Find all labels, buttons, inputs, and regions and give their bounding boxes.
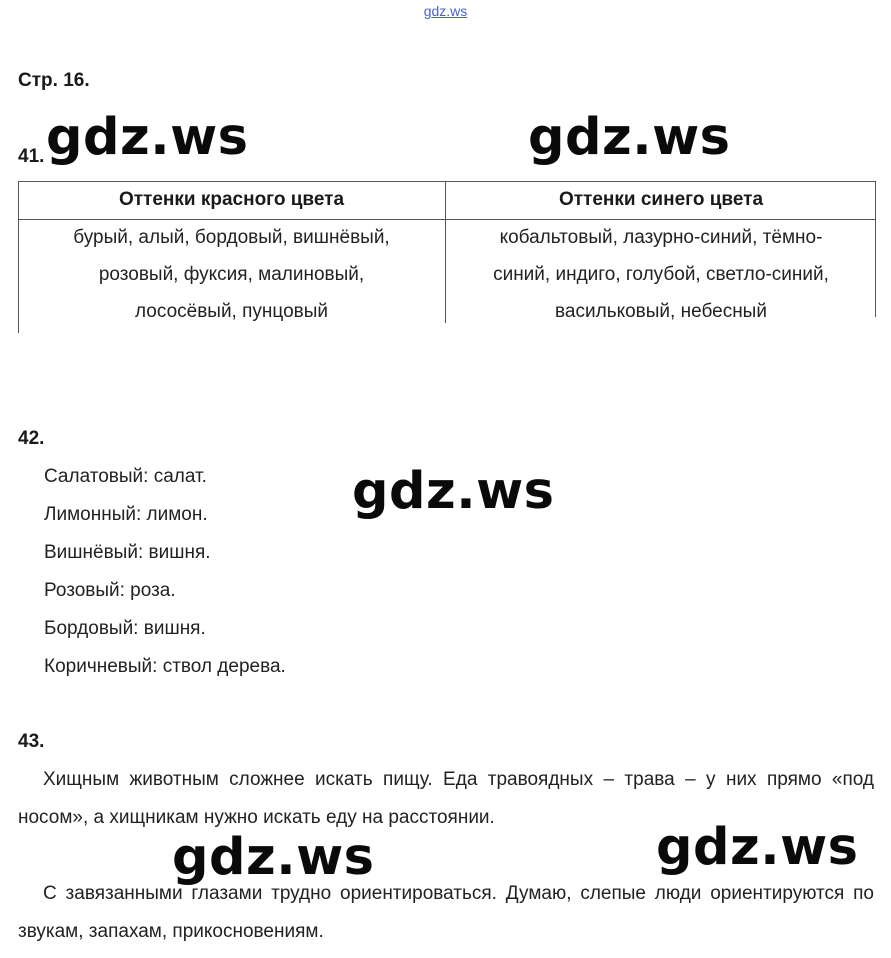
list-item: Бордовый: вишня. <box>44 618 206 639</box>
table-cell-line: бурый, алый, бордовый, вишнёвый, <box>73 227 390 248</box>
table-cell-line: розовый, фуксия, малиновый, <box>98 264 365 285</box>
table-cell-line: лососёвый, пунцовый <box>134 301 328 322</box>
table-header-blue: Оттенки синего цвета <box>558 189 764 210</box>
table-cell-blue <box>446 219 876 330</box>
exercise-41-number: 41. <box>18 146 45 167</box>
site-link[interactable]: gdz.ws <box>423 3 468 19</box>
list-item: Розовый: роза. <box>44 580 176 601</box>
watermark-logo: gdz.ws <box>528 108 731 167</box>
answer-paragraph-1: Хищным животным сложнее искать пищу. Еда травоядных – трава – у них прямо «под носом», а хищникам нужно искать еду на расстоянии. <box>18 769 874 828</box>
watermark-logo: gdz.ws <box>46 108 249 167</box>
color-origin-list <box>44 458 286 686</box>
table-cell-line: васильковый, небесный <box>555 301 767 322</box>
list-item: Лимонный: лимон. <box>44 504 208 525</box>
watermark-logo: gdz.ws <box>352 462 555 521</box>
answer-paragraph-2: С завязанными глазами трудно ориентироваться. Думаю, слепые люди ориентируются по звукам, запахам, прикосновениям. <box>18 883 874 942</box>
page-reference: Стр. 16. <box>18 70 90 91</box>
watermark-logo: gdz.ws <box>172 828 375 887</box>
table-cell-line: синий, индиго, голубой, светло-синий, <box>493 264 829 285</box>
watermark-logo: gdz.ws <box>656 818 859 877</box>
table-cell-red <box>18 219 445 330</box>
list-item: Салатовый: салат. <box>44 466 207 487</box>
exercise-42-number: 42. <box>18 428 45 449</box>
table-header-red: Оттенки красного цвета <box>118 189 345 210</box>
list-item: Вишнёвый: вишня. <box>44 542 211 563</box>
list-item: Коричневый: ствол дерева. <box>44 656 286 677</box>
shades-table <box>18 181 876 333</box>
table-cell-line: кобальтовый, лазурно-синий, тёмно- <box>499 227 823 248</box>
exercise-43-number: 43. <box>18 731 45 752</box>
